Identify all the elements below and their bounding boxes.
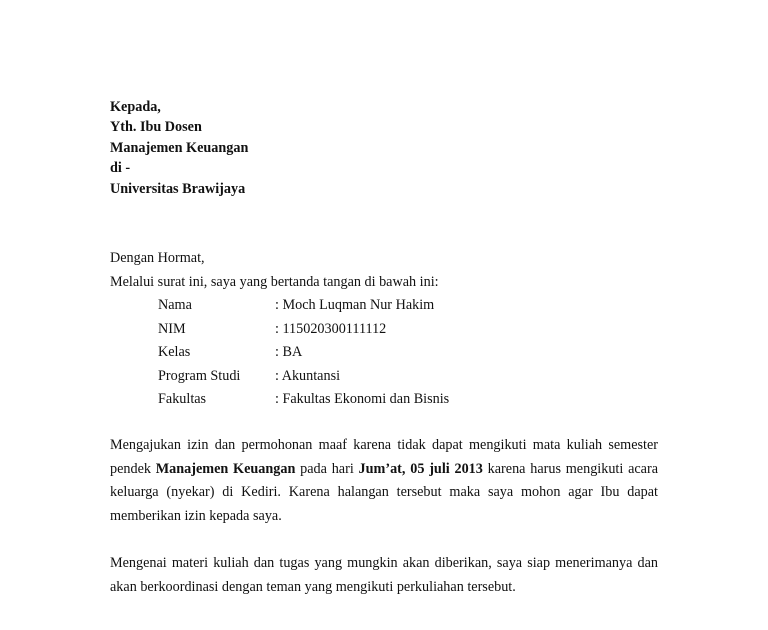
recipient-line: Universitas Brawijaya xyxy=(110,180,246,197)
identity-label: Fakultas xyxy=(158,391,207,407)
identity-table xyxy=(110,294,449,412)
paragraph-text: Mengajukan izin dan permohonan maaf karena tidak dapat mengikuti mata kuliah semester pendek xyxy=(110,437,658,477)
recipient-line: di - xyxy=(110,160,131,177)
intro-line: Melalui surat ini, saya yang bertanda tangan di bawah ini: xyxy=(110,273,439,290)
identity-row xyxy=(110,365,449,389)
identity-row xyxy=(110,294,449,318)
paragraph-text: pada hari xyxy=(295,460,359,477)
request-paragraph xyxy=(110,434,658,528)
recipient-block xyxy=(110,97,248,199)
identity-label: Kelas xyxy=(158,344,191,360)
identity-row xyxy=(110,341,449,365)
identity-label: NIM xyxy=(158,320,186,337)
greeting: Dengan Hormat, xyxy=(110,250,205,266)
absence-date: Jum’at, 05 juli 2013 xyxy=(358,460,483,477)
identity-value: : 115020300111112 xyxy=(275,320,387,337)
paragraph-text: karena harus mengikuti acara keluarga (nyekar) di Kediri. Karena halangan tersebut maka saya mohon agar Ibu dapat memberikan izin kepada saya. xyxy=(110,460,659,524)
course-name: Manajemen Keuangan xyxy=(155,460,296,477)
identity-label: Program Studi xyxy=(158,367,241,384)
recipient-line: Kepada, xyxy=(110,99,161,115)
identity-value: : Moch Luqman Nur Hakim xyxy=(275,297,435,313)
identity-value: : BA xyxy=(275,344,303,360)
recipient-line: Manajemen Keuangan xyxy=(110,139,249,156)
identity-label: Nama xyxy=(158,297,192,313)
recipient-line: Yth. Ibu Dosen xyxy=(110,119,202,136)
identity-value: : Akuntansi xyxy=(275,367,341,384)
identity-row xyxy=(110,388,449,412)
identity-value: : Fakultas Ekonomi dan Bisnis xyxy=(275,391,450,407)
assignment-paragraph: Mengenai materi kuliah dan tugas yang mungkin akan diberikan, saya siap menerimanya dan akan berkoordinasi dengan teman yang mengikuti perkuliahan tersebut. xyxy=(110,555,658,595)
greeting-block xyxy=(110,247,658,294)
identity-row xyxy=(110,318,449,342)
